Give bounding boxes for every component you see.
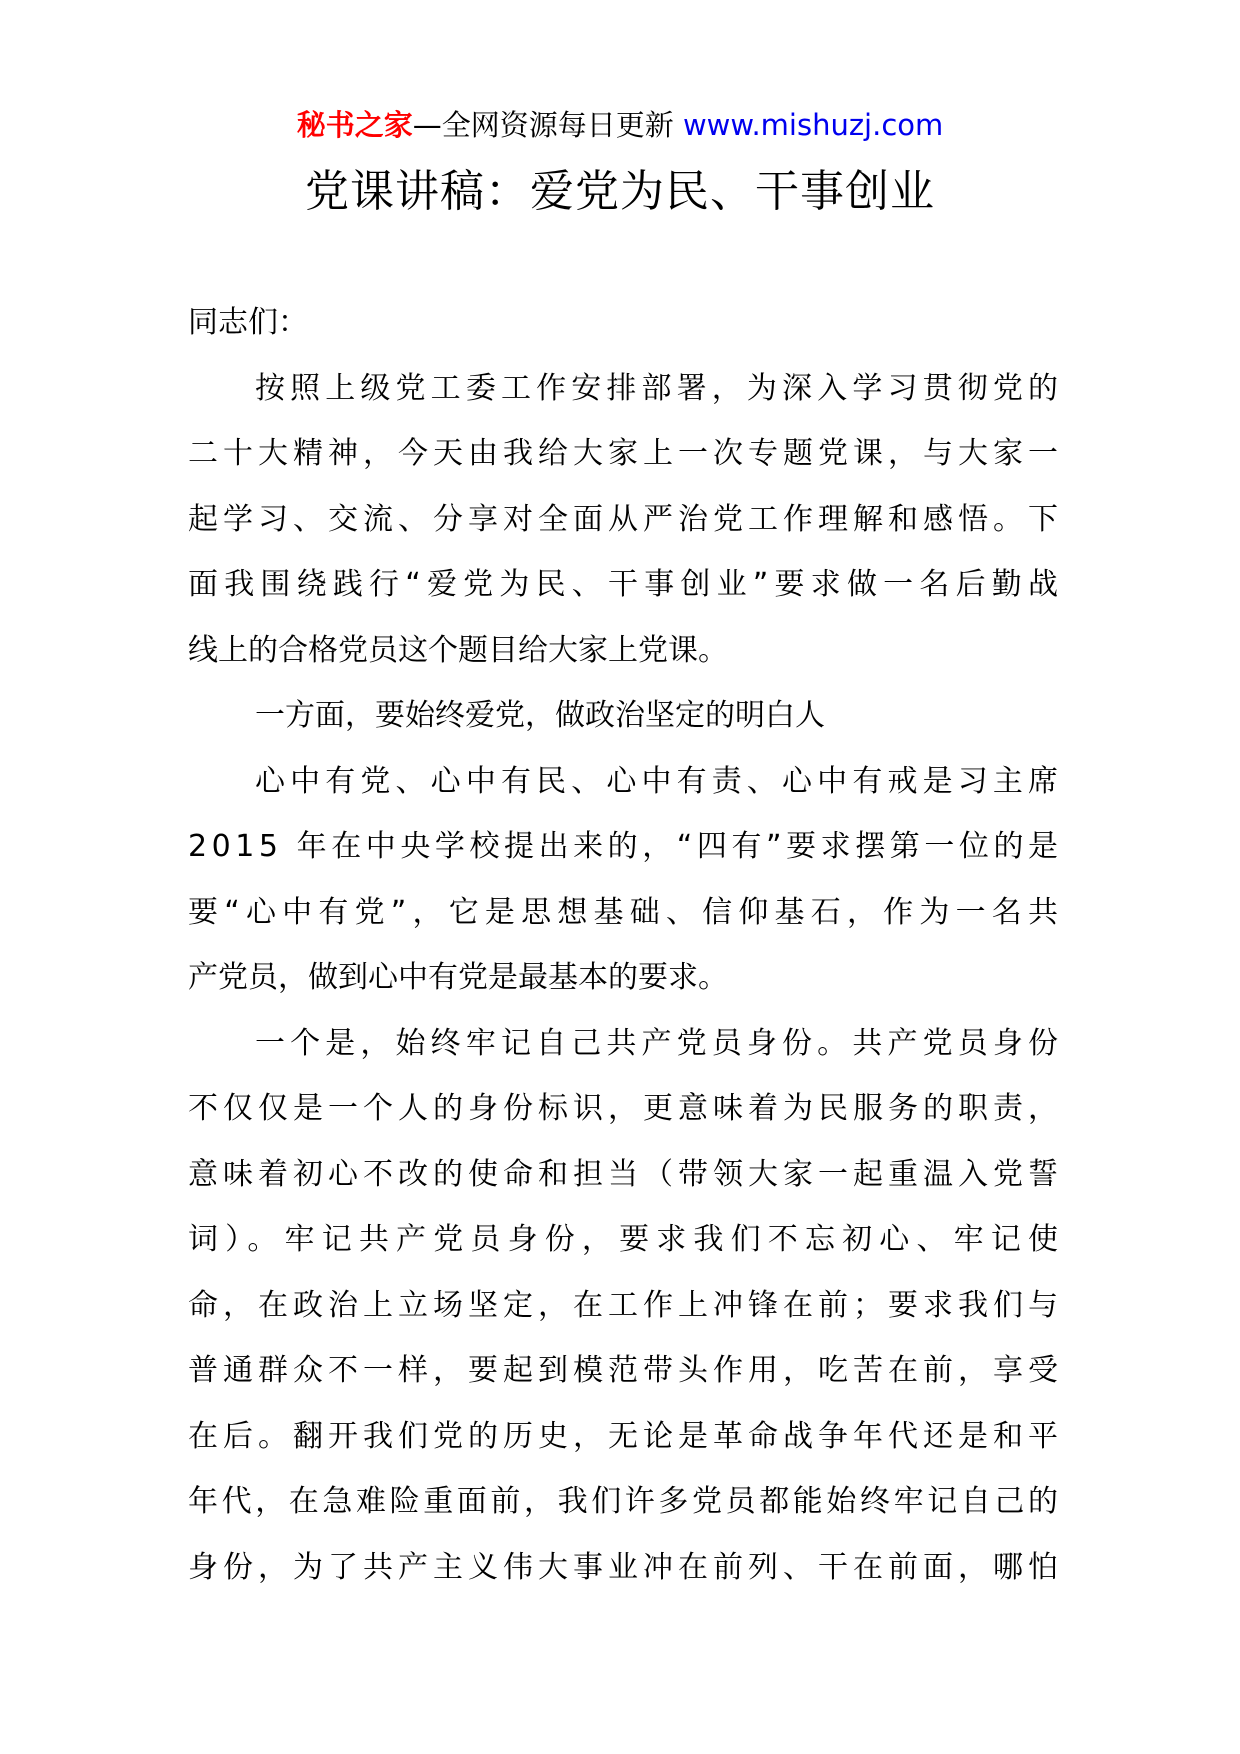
body-line: 词）。牢记共产党员身份，要求我们不忘初心、牢记使 [188,1222,1066,1257]
body-line: 一方面，要始终爱党，做政治坚定的明白人 [255,698,825,733]
salutation: 同志们： [188,305,308,340]
body-line: 要“心中有党”，它是思想基础、信仰基石，作为一名共 [188,894,1065,930]
body-line: 2015 年在中央学校提出来的，“四有”要求摆第一位的是 [188,829,1063,864]
body-line: 普通群众不一样，要起到模范带头作用，吃苦在前，享受 [188,1353,1063,1388]
body-line: 起学习、交流、分享对全面从严治党工作理解和感悟。下 [188,501,1063,537]
body-line: 不仅仅是一个人的身份标识，更意味着为民服务的职责， [188,1091,1063,1126]
body-line: 年代，在急难险重面前，我们许多党员都能始终牢记自己的 [188,1484,1062,1519]
body-line: 面我围绕践行“爱党为民、干事创业”要求做一名后勤战 [188,567,1065,602]
site-tagline: —全网资源每日更新 [412,108,683,142]
body-line: 按照上级党工委工作安排部署，为深入学习贯彻党的 [255,370,1064,406]
body-line: 产党员，做到心中有党是最基本的要求。 [188,960,728,995]
site-name: 秘书之家 [296,108,413,142]
body-line: 一个是，始终牢记自己共产党员身份。共产党员身份 [255,1025,1064,1061]
document-body [188,290,1066,1600]
body-line: 在后。翻开我们党的历史，无论是革命战争年代还是和平 [188,1418,1063,1454]
body-line: 意味着初心不改的使命和担当（带领大家一起重温入党誓 [188,1156,1063,1192]
body-line: 命，在政治上立场坚定，在工作上冲锋在前；要求我们与 [188,1287,1063,1323]
body-line: 二十大精神，今天由我给大家上一次专题党课，与大家一 [188,436,1063,471]
site-url-link[interactable]: www.mishuzj.com [682,108,944,142]
body-line: 身份，为了共产主义伟大事业冲在前列、干在前面，哪怕 [188,1549,1063,1585]
body-line: 心中有党、心中有民、心中有责、心中有戒是习主席 [255,763,1064,799]
body-line: 线上的合格党员这个题目给大家上党课。 [188,632,728,668]
document-title: 党课讲稿：爱党为民、干事创业 [305,166,935,217]
site-header [0,103,1240,147]
